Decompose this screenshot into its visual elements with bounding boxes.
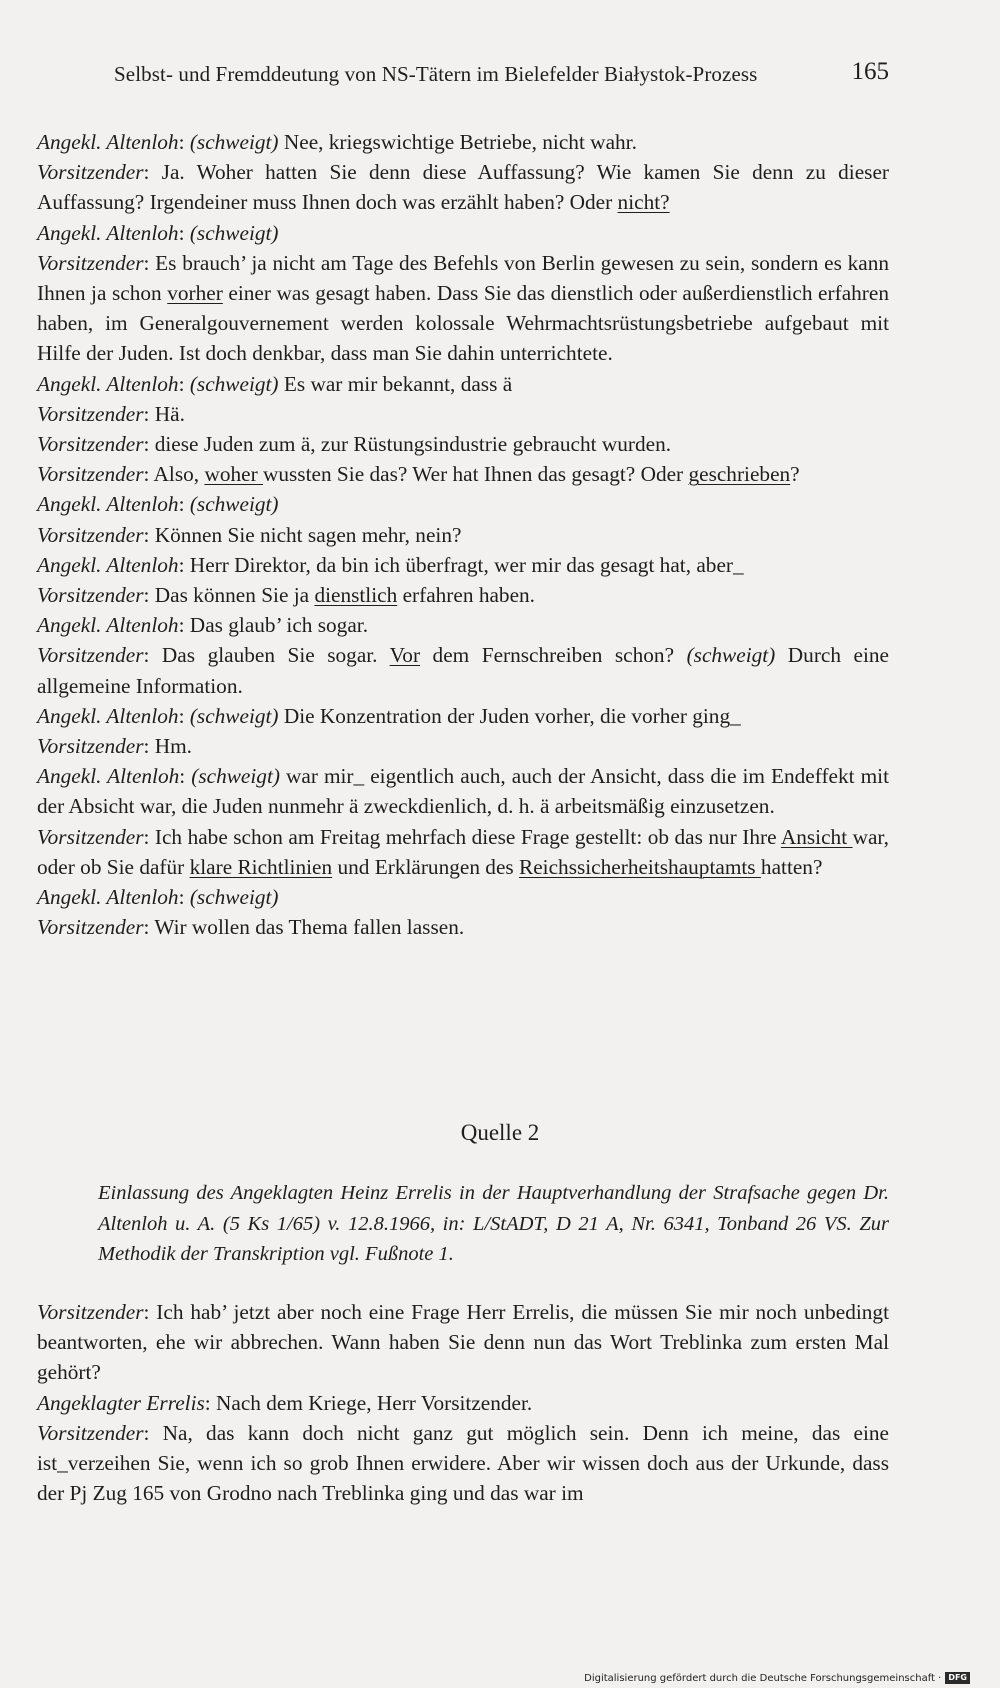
dialogue-line: Vorsitzender: Das können Sie ja dienstlich erfahren haben. [37,583,536,608]
transcript-excerpt-2 [37,1297,889,1508]
dialogue-line: Vorsitzender: Können Sie nicht sagen mehr, nein? [37,522,462,547]
dialogue-line: Angekl. Altenloh: (schweigt) [37,220,279,245]
underlined-word: dienstlich [314,583,398,608]
dialogue-line: Angeklagter Errelis: Nach dem Kriege, Herr Vorsitzender. [37,1390,533,1415]
dialogue-line: Vorsitzender: Ich habe schon am Freitag mehrfach diese Frage gestellt: ob das nur Ihre Ansicht war, oder ob Sie dafür klare Richtlinien und Erklärungen des Reichssicherheitshauptamts hatten? [37,824,889,879]
speaker: Angekl. Altenloh [37,885,179,910]
dialogue-line: Vorsitzender: Hm. [37,734,193,759]
dialogue-line: Angekl. Altenloh: (schweigt) [37,492,279,517]
speaker: Angekl. Altenloh [37,371,179,396]
speaker: Angekl. Altenloh [37,703,179,728]
underlined-word: nicht? [617,190,670,215]
page-number: 165 [851,58,889,85]
dialogue-line: Angekl. Altenloh: (schweigt) Die Konzentration der Juden vorher, die vorher ging_ [37,703,741,728]
dialogue-line: Angekl. Altenloh: Herr Direktor, da bin ich überfragt, wer mir das gesagt hat, aber_ [37,552,744,577]
dialogue-line: Angekl. Altenloh: (schweigt) war mir_ eigentlich auch, auch der Ansicht, dass die im Endeffekt mit der Absicht war, die Juden nunmehr ä zweckdienlich, d. h. ä arbeitsmäßig einzusetzen. [37,764,889,819]
page-header [114,58,889,92]
speaker: Angekl. Altenloh [37,220,179,245]
dialogue-line: Vorsitzender: Ich hab’ jetzt aber noch eine Frage Herr Errelis, die müssen Sie mir noch unbedingt beantworten, ehe wir abbrechen. Wann haben Sie denn nun das Wort Treblinka zum ersten Mal gehört? [37,1300,889,1385]
speaker: Angekl. Altenloh [37,130,179,154]
transcript-excerpt-1 [37,127,889,942]
underlined-word: vorher [167,281,223,306]
speaker: Vorsitzender [37,643,144,668]
dialogue-line: Angekl. Altenloh: (schweigt) Es war mir bekannt, dass ä [37,371,513,396]
speaker: Vorsitzender [37,160,144,185]
dialogue-line: Vorsitzender: diese Juden zum ä, zur Rüstungsindustrie gebraucht wurden. [37,432,672,457]
stage-direction: (schweigt) [189,371,279,396]
dialogue-line: Vorsitzender: Es brauch’ ja nicht am Tage des Befehls von Berlin gewesen zu sein, sondern es kann Ihnen ja schon vorher einer was gesagt haben. Dass Sie das dienstlich oder außerdienstlich erfahren haben, im Generalgouvernement werden kolossale Wehrmachtsrüstungsbetriebe aufgebaut mit Hilfe der Juden. Ist doch denkbar, dass man Sie dahin unterrichtete. [37,250,889,366]
speaker: Vorsitzender [37,462,144,487]
credit-text: Digitalisierung gefördert durch die Deutsche Forschungsgemeinschaft · [584,1673,942,1684]
dialogue-line: Angekl. Altenloh: (schweigt) Nee, kriegswichtige Betriebe, nicht wahr. [37,130,637,154]
dialogue-line: Vorsitzender: Das glauben Sie sogar. Vor dem Fernschreiben schon? (schweigt) Durch eine allgemeine Information. [37,643,890,698]
dfg-logo: DFG [945,1672,970,1684]
speaker: Angekl. Altenloh [37,492,179,517]
speaker: Vorsitzender [37,522,144,547]
speaker: Vorsitzender [37,1300,144,1324]
underlined-word: Ansicht [780,824,853,849]
speaker: Angekl. Altenloh [37,613,179,638]
speaker: Angekl. Altenloh [37,764,180,789]
stage-direction: (schweigt) [191,764,280,789]
speaker: Vorsitzender [37,401,144,426]
stage-direction: (schweigt) [189,130,279,154]
speaker: Vorsitzender [37,824,144,849]
digitization-credit [584,1672,970,1684]
speaker: Vorsitzender [37,1420,144,1445]
dialogue-line: Angekl. Altenloh: Das glaub’ ich sogar. [37,613,369,638]
underlined-word: klare Richtlinien [189,854,333,879]
dialogue-line: Vorsitzender: Wir wollen das Thema fallen lassen. [37,915,465,940]
speaker: Angeklagter Errelis [37,1390,205,1415]
speaker: Angekl. Altenloh [37,552,179,577]
stage-direction: (schweigt) [686,643,776,668]
running-head: Selbst- und Fremddeutung von NS-Tätern im Bielefelder Białystok-Prozess [114,62,758,86]
underlined-word: Vor [389,643,421,668]
dialogue-line: Angekl. Altenloh: (schweigt) [37,885,279,910]
stage-direction: (schweigt) [189,220,279,245]
speaker: Vorsitzender [37,734,144,759]
speaker: Vorsitzender [37,915,144,940]
speaker: Vorsitzender [37,583,144,608]
underlined-word: geschrieben [688,462,791,487]
dialogue-line: Vorsitzender: Hä. [37,401,185,426]
source-citation: Einlassung des Angeklagten Heinz Errelis in der Hauptverhandlung der Strafsache gegen Dr. Altenloh u. A. (5 Ks 1/65) v. 12.8.1966, in: L/StADT, D 21 A, Nr. 6341, Tonband 26 VS. Zur Methodik der Transkription vgl. Fußnote 1. [98,1182,889,1265]
dialogue-line: Vorsitzender: Ja. Woher hatten Sie denn diese Auffassung? Wie kamen Sie denn zu dieser Auffassung? Irgendeiner muss Ihnen doch was erzählt haben? Oder nicht? [37,160,889,215]
speaker: Vorsitzender [37,250,144,275]
underlined-word: woher [204,462,263,487]
stage-direction: (schweigt) [189,492,279,517]
underlined-word: Reichssicherheitshauptamts [519,854,761,879]
dialogue-line: Vorsitzender: Also, woher wussten Sie das? Wer hat Ihnen das gesagt? Oder geschrieben? [37,462,800,487]
source-heading: Quelle 2 [460,1120,540,1145]
speaker: Vorsitzender [37,432,144,457]
dialogue-line: Vorsitzender: Na, das kann doch nicht ganz gut möglich sein. Denn ich meine, das eine ist_verzeihen Sie, wenn ich so grob Ihnen erwidere. Aber wir wissen doch aus der Urkunde, dass der Pj Zug 165 von Grodno nach Treblinka ging und das war im [37,1420,889,1506]
stage-direction: (schweigt) [189,885,279,910]
stage-direction: (schweigt) [189,703,279,728]
